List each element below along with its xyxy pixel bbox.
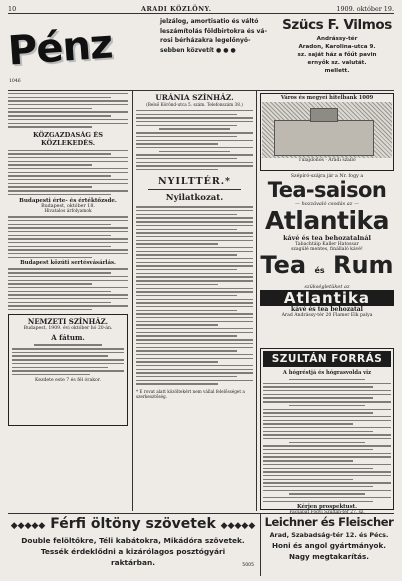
leichner-title: Leichner és Fleischer [264,515,394,529]
szucs-lines [280,35,394,75]
szovetek-line3: raktárban. [110,558,156,567]
nyilatkozat-text [136,206,253,384]
urania-title: URÁNIA SZÍNHÁZ. [155,93,234,102]
penz-tagline-4: sebben közvetít ●●● [160,46,238,54]
szucs-line-1: Andrássy-tér [316,36,358,42]
tea-saison: Tea-saison [267,178,387,202]
middle-column [136,93,253,511]
penz-code: 1046 [9,79,21,84]
szovetek-code: 5005 [242,563,254,568]
leichner-ad [264,515,394,577]
tea-es-rum [260,252,394,284]
forras-text [263,379,391,502]
penz-tagline-1: jelzálog, amortisatio és váltó [160,18,259,25]
section-sertes: Budapest közúti sertésvásárlás. [20,260,116,267]
penz-tagline-2: leszámítolás földbirtokra és vá- [160,27,267,35]
tea-atlantika-1: Atlantika [264,206,390,235]
szovetek-ad [8,515,258,577]
paper-title: ARADI KÖZLÖNY. [141,4,212,13]
page-number: 10 [8,4,17,13]
penz-ad [8,17,178,89]
tea-top: Szépíró-szájra jár a Nr. fogy a [290,174,364,179]
forras-body2: Kérjen prospektust. [297,504,357,511]
es-word: és [314,266,325,275]
forras-body1: A hógréstjá és hógrasvolda viz [282,370,372,376]
tea-line2: — hozzávaló csodás az — [295,201,359,207]
stock-note: Hivatalos árfolyamok [44,209,92,215]
leichner-line3: Nagy megtakarítás. [289,552,369,561]
tea-line6: szükségletüket az [304,284,350,290]
left-text-2 [8,150,128,196]
urania-program [136,110,253,170]
hotel-lines: Tulajdonos · Aradi szálló [298,158,356,163]
nyiltter-title: NYILTTÉR.* [157,176,232,188]
nemzeti-title: NEMZETI SZÍNHÁZ. [27,317,109,327]
tea-line8: Arad Andrássy-tér 20 Flamer Elk palya [281,313,373,318]
left-text-3 [8,268,128,310]
tea-line4: Tabachtáip Kaller Hatossar [295,242,359,247]
szovetek-title-row: ◆◆◆◆◆ Férfi öltöny szövetek ◆◆◆◆◆ [10,516,256,532]
stock-sub: Budapest, október 18. [41,204,95,210]
forras-title: SZULTÁN FORRÁS [263,351,391,367]
leichner-line2: Honi és angol gyártmányok. [272,541,386,550]
forras-ad [260,348,394,510]
rule-top [8,90,394,91]
col-rule-2 [256,91,257,511]
szucs-line-4: ernyők sz. valutát. [307,60,367,66]
szucs-line-2: Aradon, Karolina-utca 9. [298,44,376,50]
penz-ad-word-box [8,17,112,83]
bottom-col-rule [260,514,261,576]
penz-tagline [160,17,275,89]
tea-atlantika-2: Atlantika [260,290,394,306]
rule-bottom [8,513,394,514]
szovetek-line1: Double felöltőkre, Téli kabátokra, Mikádóra szövetek. [21,536,245,545]
left-column [8,93,128,511]
nemzeti-szinhaz-box [8,314,128,426]
nyilatkozat-title: Nyilatkozat. [165,193,224,204]
hotel-ad [260,93,394,171]
hotel-caption: Város és megyei hitelbank 1009 [280,95,374,101]
szovetek-title: Férfi öltöny szövetek [50,516,216,532]
hotel-roof [310,108,338,122]
szucs-line-3: sz. saját ház a főűt pavin [297,52,377,58]
stock-head: Budapesti érte- és értéktőzsde. [19,198,117,205]
nemzeti-play: A fátum. [51,333,85,343]
tea-word: Tea [260,251,307,279]
leichner-line1: Arad, Szabadság-tér 12. és Pécs. [269,531,389,539]
tea-line3: kávé és tea behozatalnál [283,234,371,242]
page-header [8,4,394,14]
stock-table [8,216,128,258]
issue-date: 1909. október 19. [336,4,394,13]
nemzeti-foot: Kezdete este 7 és fél órakor. [35,377,101,383]
section-kozgazdasag: KÖZGAZDASÁG ÉS KÖZLEKEDÉS. [32,130,104,147]
left-intro-text [8,93,128,128]
nemzeti-cast [12,344,124,375]
tea-line5: szagúlé mentes, finállaló kávé! [291,247,363,252]
rum-word: Rum [332,251,394,279]
tea-line7: kávé és tea behozatal [291,306,363,313]
col-rule-1 [132,91,133,511]
tea-ad [260,174,394,346]
nyiltter-rule [148,189,241,190]
szovetek-line3-row [8,557,258,568]
urania-sub: (Belső Körönd-utca 5. szám. Telefonszám 38.) [146,102,243,107]
szucs-line-5: mellett. [324,68,350,74]
szucs-name: Szücs F. Vilmos [282,17,392,33]
szovetek-line2: Tessék érdeklődni a kizárólagos posztógyári [40,547,226,556]
szucs-ad [280,17,394,89]
nemzeti-sub: Budapest, 1909. évi október hó 20-án. [23,326,113,332]
nyiltter-foot: * E rovat alatt közöltekért nem vállal felelősséget a szerkesztőség. [136,388,245,399]
hotel-illustration [262,102,392,158]
hotel-building [274,120,374,156]
penz-word: Pénz [6,21,114,75]
penz-tagline-3: rosi bérházakra legelőnyö- [160,37,251,45]
